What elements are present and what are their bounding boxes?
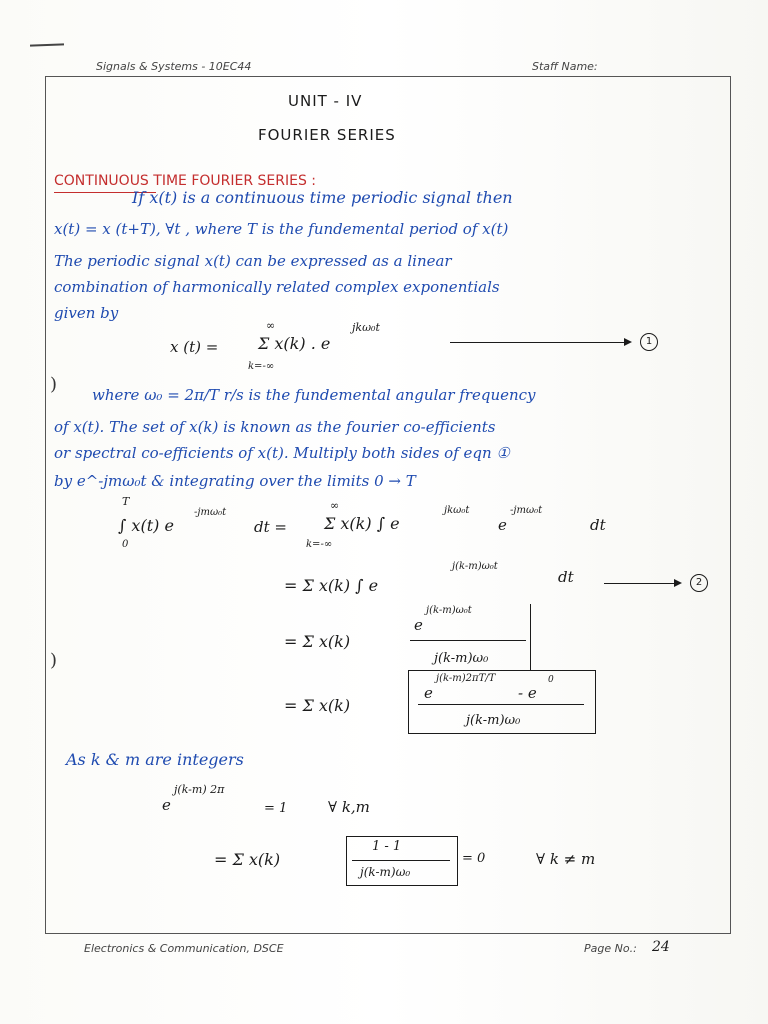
eq1-number: 1 [640, 333, 658, 351]
eq1-sum: Σ x(k) . e [258, 334, 331, 353]
binding-mark [30, 43, 64, 46]
eq5-numerator-base: e [424, 684, 433, 702]
eq2-dt-2: dt [590, 516, 606, 534]
eq3-sum: = Σ x(k) ∫ e [284, 576, 379, 595]
eq7-condition: ∀ k ≠ m [536, 850, 596, 868]
eq2-integral: ∫ x(t) e [118, 516, 174, 535]
eq2-sum-exp: jkω₀t [444, 505, 470, 516]
staff-name-label: Staff Name: [532, 60, 598, 73]
eq3-dt: dt [558, 568, 574, 586]
eq7-sum: = Σ x(k) [214, 850, 281, 869]
body-line-4: combination of harmonically related complex exponentials [54, 278, 500, 296]
eq4-fraction-bar [410, 640, 526, 641]
eq2-second-exp: -jmω₀t [510, 505, 543, 516]
margin-mark-2: ) [50, 650, 58, 671]
eq7-denominator: j(k-m)ω₀ [360, 865, 411, 879]
eq5-minus-exp: 0 [548, 675, 554, 685]
margin-mark-1: ) [50, 374, 58, 395]
body-line-6: where ω₀ = 2π/T r/s is the fundemental angular frequency [92, 386, 536, 404]
eq1-lower-limit: k=-∞ [248, 361, 275, 372]
eq5-minus-term: - e [518, 684, 537, 702]
topic-title: FOURIER SERIES [258, 126, 396, 144]
eq2-sum: Σ x(k) ∫ e [324, 514, 400, 533]
body-line-3: The periodic signal x(t) can be expressed as a linear [54, 252, 452, 270]
eq1-arrow [450, 342, 630, 343]
eq4-sum: = Σ x(k) [284, 632, 351, 651]
body-line-9: by e^-jmω₀t & integrating over the limits 0 → T [54, 472, 416, 490]
body-line-2: x(t) = x (t+T), ∀t , where T is the fundemental period of x(t) [54, 220, 509, 238]
eq4-numerator-exp: j(k-m)ω₀t [426, 605, 472, 616]
eq7-fraction-bar [352, 860, 450, 861]
page-number: 24 [652, 939, 670, 955]
eq6-condition: ∀ k,m [328, 798, 370, 816]
eq5-fraction-bar [418, 704, 584, 705]
eq5-denominator: j(k-m)ω₀ [466, 713, 521, 728]
unit-title: UNIT - IV [288, 92, 363, 110]
section-heading: CONTINUOUS TIME FOURIER SERIES : [54, 173, 317, 189]
eq5-numerator-exp: j(k-m)2πT/T [436, 673, 496, 684]
eq7-numerator: 1 - 1 [372, 839, 402, 854]
eq4-eval-bar [530, 604, 531, 670]
department-footer: Electronics & Communication, DSCE [84, 942, 284, 955]
body-line-7: of x(t). The set of x(k) is known as the fourier co-efficients [54, 418, 496, 436]
eq6-equals: = 1 [264, 801, 288, 816]
body-line-8: or spectral co-efficients of x(t). Multiply both sides of eqn ① [54, 444, 510, 462]
eq2-sum-upper: ∞ [330, 499, 340, 512]
body-line-5: given by [54, 304, 119, 322]
eq2-int-lower: 0 [122, 539, 129, 550]
eq1-lhs: x (t) = [170, 338, 219, 356]
eq2-int-upper: T [122, 495, 130, 508]
eq4-denominator: j(k-m)ω₀ [434, 651, 489, 666]
eq2-second-exp-base: e [498, 516, 507, 534]
eq4-numerator-base: e [414, 616, 423, 634]
eq2-arrow [604, 583, 680, 584]
eq6-exp: j(k-m) 2π [174, 783, 225, 796]
eq7-equals: = 0 [462, 851, 486, 866]
eq2-sum-lower: k=-∞ [306, 539, 333, 550]
eq5-sum: = Σ x(k) [284, 696, 351, 715]
eq2-number: 2 [690, 574, 708, 592]
body-line-10: As k & m are integers [66, 750, 244, 769]
eq3-exp: j(k-m)ω₀t [452, 561, 498, 572]
page-number-label: Page No.: [584, 942, 637, 955]
eq2-int-exp: -jmω₀t [194, 507, 227, 518]
course-header: Signals & Systems - 10EC44 [96, 60, 252, 73]
eq6-base: e [162, 796, 171, 814]
eq1-exponent: jkω₀t [352, 321, 380, 334]
body-line-1: If x(t) is a continuous time periodic signal then [132, 188, 513, 207]
eq2-dt: dt = [254, 518, 287, 536]
eq1-upper-limit: ∞ [266, 319, 276, 332]
